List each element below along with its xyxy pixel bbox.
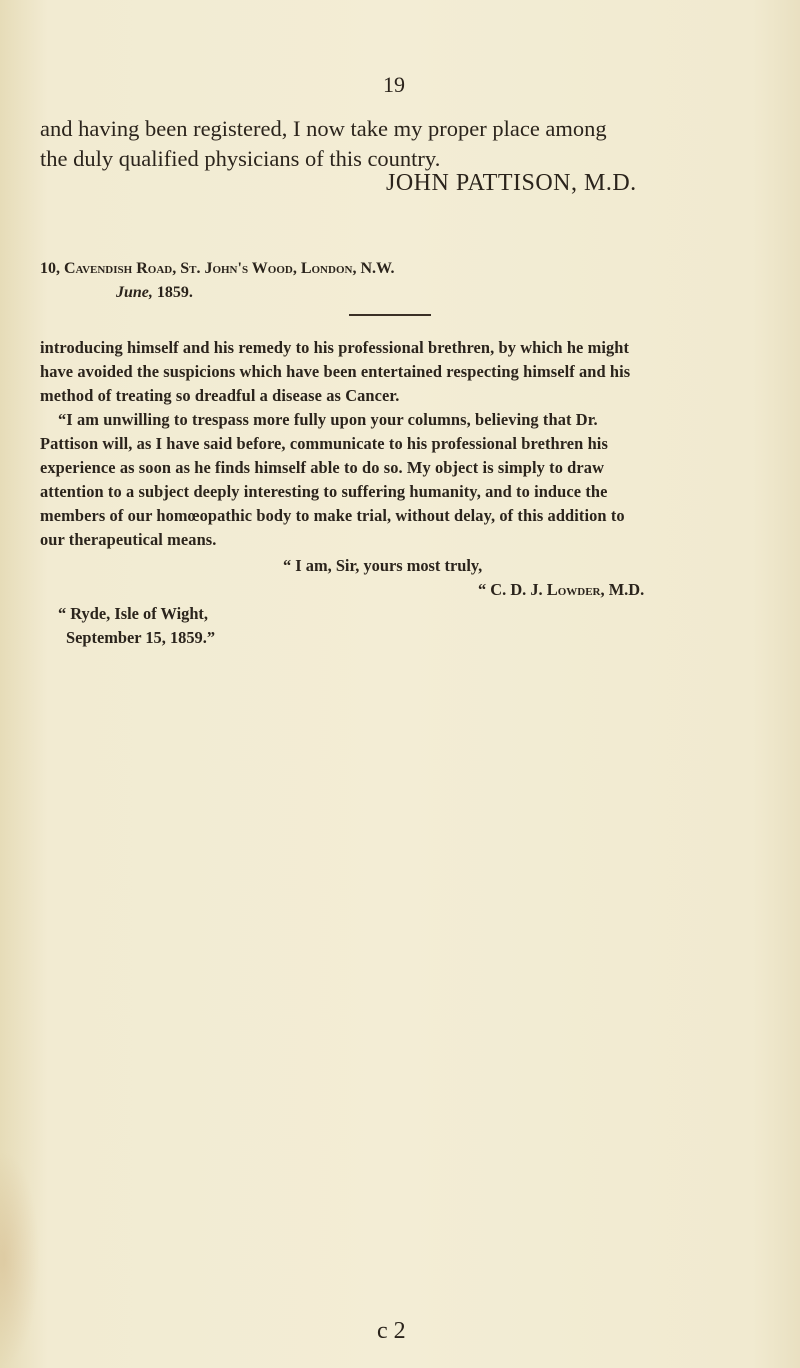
address-line bbox=[40, 260, 395, 278]
address-date bbox=[116, 284, 193, 302]
signature-degree: M.D. bbox=[608, 580, 645, 599]
signature-mark: c 2 bbox=[377, 1318, 406, 1344]
letter-line: “I am unwilling to trespass more fully upon your columns, believing that Dr. bbox=[58, 410, 598, 429]
address-street: Cavendish Road, St. John's Wood, London, N.W. bbox=[64, 260, 395, 277]
letter-line: experience as soon as he finds himself able to do so. My object is simply to draw bbox=[40, 458, 605, 477]
signature-name: Lowder, bbox=[546, 580, 605, 599]
letter-line: have avoided the suspicions which have been entertained respecting himself and his bbox=[40, 362, 631, 381]
date-month: June, bbox=[116, 284, 153, 301]
letter-signature bbox=[478, 580, 644, 600]
page-number: 19 bbox=[383, 72, 405, 97]
letter-place: “ Ryde, Isle of Wight, bbox=[58, 604, 208, 623]
section-divider bbox=[349, 314, 431, 316]
date-year: 1859. bbox=[156, 284, 193, 301]
letter-closing: “ I am, Sir, yours most truly, bbox=[283, 556, 483, 575]
letter-line: members of our homœopathic body to make trial, without delay, of this addition to bbox=[40, 506, 625, 525]
intro-line-1: and having been registered, I now take my proper place among bbox=[40, 116, 607, 141]
paper-stain bbox=[0, 1150, 40, 1368]
letter-line: attention to a subject deeply interesting to suffering humanity, and to induce the bbox=[40, 482, 608, 501]
letter-line: method of treating so dreadful a disease as Cancer. bbox=[40, 386, 400, 405]
signature-initials: “ C. D. J. bbox=[478, 580, 543, 599]
letter-line: introducing himself and his remedy to his professional brethren, by which he might bbox=[40, 338, 630, 357]
intro-line-2: the duly qualified physicians of this country. bbox=[40, 146, 441, 171]
address-number: 10, bbox=[40, 260, 60, 277]
author-name: JOHN PATTISON, M.D. bbox=[386, 170, 637, 196]
letter-line: our therapeutical means. bbox=[40, 530, 217, 549]
letter-place-date: September 15, 1859.” bbox=[66, 628, 216, 647]
letter-line: Pattison will, as I have said before, communicate to his professional brethren his bbox=[40, 434, 608, 453]
